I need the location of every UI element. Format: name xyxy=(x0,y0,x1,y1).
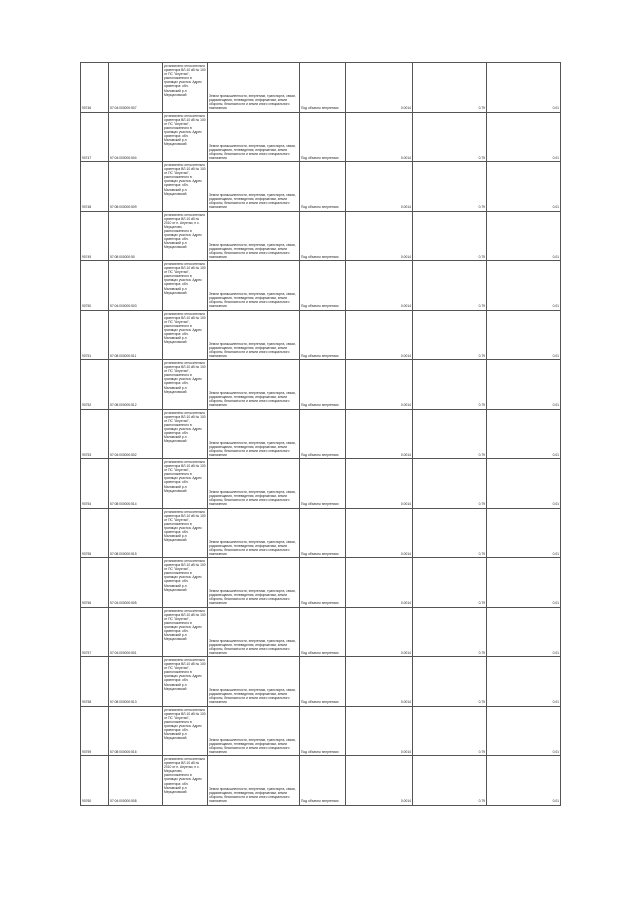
cadastral-number-cell: 57:04:000000:508 xyxy=(109,756,163,806)
table-row xyxy=(81,657,561,707)
cadastral-number-cell: 57:08:000000:509 xyxy=(109,162,163,212)
table-row xyxy=(81,756,561,806)
table-row xyxy=(81,607,561,657)
permitted-use-cell: Под объекты энергетики xyxy=(300,508,346,558)
location-cell: установлено относительно ориентира ВЛ-10 кВ № 100 от ПС "Апухтаи", расположенного в границах участка. Адрес ориентира: обл. Маловский р-н Мерцаловский xyxy=(163,261,208,311)
area-cell: 0.0014 xyxy=(346,657,413,707)
rate-cell: 0.79 xyxy=(413,360,487,410)
row-id-cell: 90758 xyxy=(81,657,109,707)
amount-cell: 0.01 xyxy=(487,360,561,410)
land-category-cell: Земли промышленности, энергетики, транспорта, связи, радиовещания, телевидения, информатики, земли обороны, безопасности и земли иного специального назначения xyxy=(208,558,300,608)
cadastral-number-cell: 57:08:000000:511 xyxy=(109,310,163,360)
cadastral-number-cell: 57:04:000000:504 xyxy=(109,112,163,162)
location-cell: установлено относительно ориентира ВЛ-10 кВ № 100 от ПС "Апухтаи", расположенного в границах участка. Адрес ориентира: обл. Маловский р-н Мерцаловский xyxy=(163,607,208,657)
cadastral-number-cell: 57:08:000000:514 xyxy=(109,459,163,509)
land-category-cell: Земли промышленности, энергетики, транспорта, связи, радиовещания, телевидения, информатики, земли обороны, безопасности и земли иного специального назначения xyxy=(208,756,300,806)
amount-cell: 0.01 xyxy=(487,459,561,509)
table-row xyxy=(81,211,561,261)
land-category-cell: Земли промышленности, энергетики, транспорта, связи, радиовещания, телевидения, информатики, земли обороны, безопасности и земли иного специального назначения xyxy=(208,360,300,410)
land-category-cell: Земли промышленности, энергетики, транспорта, связи, радиовещания, телевидения, информатики, земли обороны, безопасности и земли иного специального назначения xyxy=(208,459,300,509)
cadastral-number-cell: 57:08:000000:513 xyxy=(109,657,163,707)
cadastral-number-cell: 57:08:000000:50 xyxy=(109,211,163,261)
permitted-use-cell: Под объекты энергетики xyxy=(300,211,346,261)
document-page xyxy=(80,62,560,806)
amount-cell: 0.01 xyxy=(487,211,561,261)
row-id-cell: 90760 xyxy=(81,756,109,806)
amount-cell: 0.01 xyxy=(487,558,561,608)
area-cell: 0.0014 xyxy=(346,409,413,459)
cadastral-number-cell: 57:04:000000:503 xyxy=(109,261,163,311)
amount-cell: 0.01 xyxy=(487,508,561,558)
table-row xyxy=(81,558,561,608)
amount-cell: 0.01 xyxy=(487,63,561,113)
area-cell: 0.0014 xyxy=(346,756,413,806)
rate-cell: 0.79 xyxy=(413,310,487,360)
cadastral-number-cell: 57:08:000000:512 xyxy=(109,360,163,410)
row-id-cell: 90748 xyxy=(81,162,109,212)
area-cell: 0.0014 xyxy=(346,261,413,311)
area-cell: 0.0014 xyxy=(346,508,413,558)
permitted-use-cell: Под объекты энергетики xyxy=(300,459,346,509)
area-cell: 0.0014 xyxy=(346,310,413,360)
area-cell: 0.0014 xyxy=(346,558,413,608)
cadastral-number-cell: 57:04:000000:507 xyxy=(109,63,163,113)
table-row xyxy=(81,459,561,509)
table-row xyxy=(81,706,561,756)
location-cell: установлено относительно ориентира ВЛ-10 кВ № 100 от ПС "Апухтаи", расположенного в границах участка. Адрес ориентира: обл. Маловский р-н Мерцаловский xyxy=(163,360,208,410)
table-row xyxy=(81,162,561,212)
row-id-cell: 90756 xyxy=(81,558,109,608)
location-cell: установлено относительно ориентира ВЛ-10 кВ № 2010 от п. Апухтаи, н с. Мерцалово, расположенного в границах участка. Адрес ориентира: обл. Маловский р-н Мерцаловский xyxy=(163,211,208,261)
cadastral-number-cell: 57:04:000000:501 xyxy=(109,607,163,657)
rate-cell: 0.79 xyxy=(413,558,487,608)
row-id-cell: 90751 xyxy=(81,310,109,360)
location-cell: установлено относительно ориентира ВЛ-10 кВ № 100 от ПС "Апухтаи", расположенного в границах участка. Адрес ориентира: обл. Маловский р-н Мерцаловский xyxy=(163,409,208,459)
row-id-cell: 90749 xyxy=(81,211,109,261)
permitted-use-cell: Под объекты энергетики xyxy=(300,706,346,756)
location-cell: установлено относительно ориентира ВЛ-10 кВ № 100 от ПС "Апухтаи", расположенного в границах участка. Адрес ориентира: обл. Маловский р-н Мерцаловский xyxy=(163,162,208,212)
amount-cell: 0.01 xyxy=(487,706,561,756)
amount-cell: 0.01 xyxy=(487,409,561,459)
permitted-use-cell: Под объекты энергетики xyxy=(300,607,346,657)
cadastral-number-cell: 57:04:000000:502 xyxy=(109,409,163,459)
location-cell: установлено относительно ориентира ВЛ-10 кВ № 2010 от п. Апухтаи, н с. Мерцалово, расположенного в границах участка. Адрес ориентира: обл. Маловский р-н Мерцаловский xyxy=(163,756,208,806)
permitted-use-cell: Под объекты энергетики xyxy=(300,63,346,113)
table-row xyxy=(81,63,561,113)
table-row xyxy=(81,310,561,360)
land-category-cell: Земли промышленности, энергетики, транспорта, связи, радиовещания, телевидения, информатики, земли обороны, безопасности и земли иного специального назначения xyxy=(208,706,300,756)
amount-cell: 0.01 xyxy=(487,756,561,806)
row-id-cell: 90752 xyxy=(81,360,109,410)
land-category-cell: Земли промышленности, энергетики, транспорта, связи, радиовещания, телевидения, информатики, земли обороны, безопасности и земли иного специального назначения xyxy=(208,112,300,162)
rate-cell: 0.79 xyxy=(413,508,487,558)
permitted-use-cell: Под объекты энергетики xyxy=(300,310,346,360)
permitted-use-cell: Под объекты энергетики xyxy=(300,162,346,212)
permitted-use-cell: Под объекты энергетики xyxy=(300,112,346,162)
table-row xyxy=(81,112,561,162)
rate-cell: 0.79 xyxy=(413,211,487,261)
area-cell: 0.0014 xyxy=(346,162,413,212)
amount-cell: 0.01 xyxy=(487,310,561,360)
land-category-cell: Земли промышленности, энергетики, транспорта, связи, радиовещания, телевидения, информатики, земли обороны, безопасности и земли иного специального назначения xyxy=(208,310,300,360)
area-cell: 0.0014 xyxy=(346,63,413,113)
row-id-cell: 90757 xyxy=(81,607,109,657)
table-row xyxy=(81,360,561,410)
permitted-use-cell: Под объекты энергетики xyxy=(300,657,346,707)
rate-cell: 0.79 xyxy=(413,112,487,162)
area-cell: 0.0014 xyxy=(346,112,413,162)
permitted-use-cell: Под объекты энергетики xyxy=(300,558,346,608)
location-cell: установлено относительно ориентира ВЛ-10 кВ № 100 от ПС "Апухтаи", расположенного в границах участка. Адрес ориентира: обл. Маловский р-н Мерцаловский xyxy=(163,63,208,113)
location-cell: установлено относительно ориентира ВЛ-10 кВ № 100 от ПС "Апухтаи", расположенного в границах участка. Адрес ориентира: обл. Маловский р-н Мерцаловский xyxy=(163,310,208,360)
row-id-cell: 90747 xyxy=(81,112,109,162)
table-row xyxy=(81,409,561,459)
cadastral-number-cell: 57:08:000000:515 xyxy=(109,508,163,558)
permitted-use-cell: Под объекты энергетики xyxy=(300,409,346,459)
permitted-use-cell: Под объекты энергетики xyxy=(300,360,346,410)
land-category-cell: Земли промышленности, энергетики, транспорта, связи, радиовещания, телевидения, информатики, земли обороны, безопасности и земли иного специального назначения xyxy=(208,409,300,459)
row-id-cell: 90750 xyxy=(81,261,109,311)
row-id-cell: 90754 xyxy=(81,459,109,509)
location-cell: установлено относительно ориентира ВЛ-10 кВ № 100 от ПС "Апухтаи", расположенного в границах участка. Адрес ориентира: обл. Маловский р-н Мерцаловский xyxy=(163,508,208,558)
rate-cell: 0.79 xyxy=(413,261,487,311)
land-category-cell: Земли промышленности, энергетики, транспорта, связи, радиовещания, телевидения, информатики, земли обороны, безопасности и земли иного специального назначения xyxy=(208,607,300,657)
location-cell: установлено относительно ориентира ВЛ-10 кВ № 100 от ПС "Апухтаи", расположенного в границах участка. Адрес ориентира: обл. Маловский р-н Мерцаловский xyxy=(163,558,208,608)
location-cell: установлено относительно ориентира ВЛ-10 кВ № 100 от ПС "Апухтаи", расположенного в границах участка. Адрес ориентира: обл. Маловский р-н Мерцаловский xyxy=(163,112,208,162)
land-category-cell: Земли промышленности, энергетики, транспорта, связи, радиовещания, телевидения, информатики, земли обороны, безопасности и земли иного специального назначения xyxy=(208,508,300,558)
rate-cell: 0.79 xyxy=(413,162,487,212)
rate-cell: 0.79 xyxy=(413,706,487,756)
land-category-cell: Земли промышленности, энергетики, транспорта, связи, радиовещания, телевидения, информатики, земли обороны, безопасности и земли иного специального назначения xyxy=(208,162,300,212)
table-row xyxy=(81,508,561,558)
area-cell: 0.0014 xyxy=(346,706,413,756)
cadastral-number-cell: 57:04:000000:505 xyxy=(109,558,163,608)
row-id-cell: 90753 xyxy=(81,409,109,459)
rate-cell: 0.79 xyxy=(413,756,487,806)
land-category-cell: Земли промышленности, энергетики, транспорта, связи, радиовещания, телевидения, информатики, земли обороны, безопасности и земли иного специального назначения xyxy=(208,211,300,261)
amount-cell: 0.01 xyxy=(487,657,561,707)
row-id-cell: 90755 xyxy=(81,508,109,558)
table-body xyxy=(81,63,561,806)
area-cell: 0.0014 xyxy=(346,607,413,657)
rate-cell: 0.79 xyxy=(413,63,487,113)
land-category-cell: Земли промышленности, энергетики, транспорта, связи, радиовещания, телевидения, информатики, земли обороны, безопасности и земли иного специального назначения xyxy=(208,63,300,113)
area-cell: 0.0014 xyxy=(346,360,413,410)
land-category-cell: Земли промышленности, энергетики, транспорта, связи, радиовещания, телевидения, информатики, земли обороны, безопасности и земли иного специального назначения xyxy=(208,657,300,707)
row-id-cell: 90746 xyxy=(81,63,109,113)
amount-cell: 0.01 xyxy=(487,607,561,657)
location-cell: установлено относительно ориентира ВЛ-10 кВ № 100 от ПС "Апухтаи", расположенного в границах участка. Адрес ориентира: обл. Маловский р-н Мерцаловский xyxy=(163,706,208,756)
amount-cell: 0.01 xyxy=(487,162,561,212)
rate-cell: 0.79 xyxy=(413,459,487,509)
rate-cell: 0.79 xyxy=(413,657,487,707)
cadastral-number-cell: 57:08:000000:516 xyxy=(109,706,163,756)
permitted-use-cell: Под объекты энергетики xyxy=(300,261,346,311)
amount-cell: 0.01 xyxy=(487,112,561,162)
table-row xyxy=(81,261,561,311)
row-id-cell: 90759 xyxy=(81,706,109,756)
area-cell: 0.0014 xyxy=(346,211,413,261)
amount-cell: 0.01 xyxy=(487,261,561,311)
area-cell: 0.0014 xyxy=(346,459,413,509)
permitted-use-cell: Под объекты энергетики xyxy=(300,756,346,806)
location-cell: установлено относительно ориентира ВЛ-10 кВ № 100 от ПС "Апухтаи", расположенного в границах участка. Адрес ориентира: обл. Маловский р-н Мерцаловский xyxy=(163,459,208,509)
rate-cell: 0.79 xyxy=(413,607,487,657)
rate-cell: 0.79 xyxy=(413,409,487,459)
land-category-cell: Земли промышленности, энергетики, транспорта, связи, радиовещания, телевидения, информатики, земли обороны, безопасности и земли иного специального назначения xyxy=(208,261,300,311)
land-plots-table xyxy=(80,62,561,806)
location-cell: установлено относительно ориентира ВЛ-10 кВ № 100 от ПС "Апухтаи", расположенного в границах участка. Адрес ориентира: обл. Маловский р-н Мерцаловский xyxy=(163,657,208,707)
